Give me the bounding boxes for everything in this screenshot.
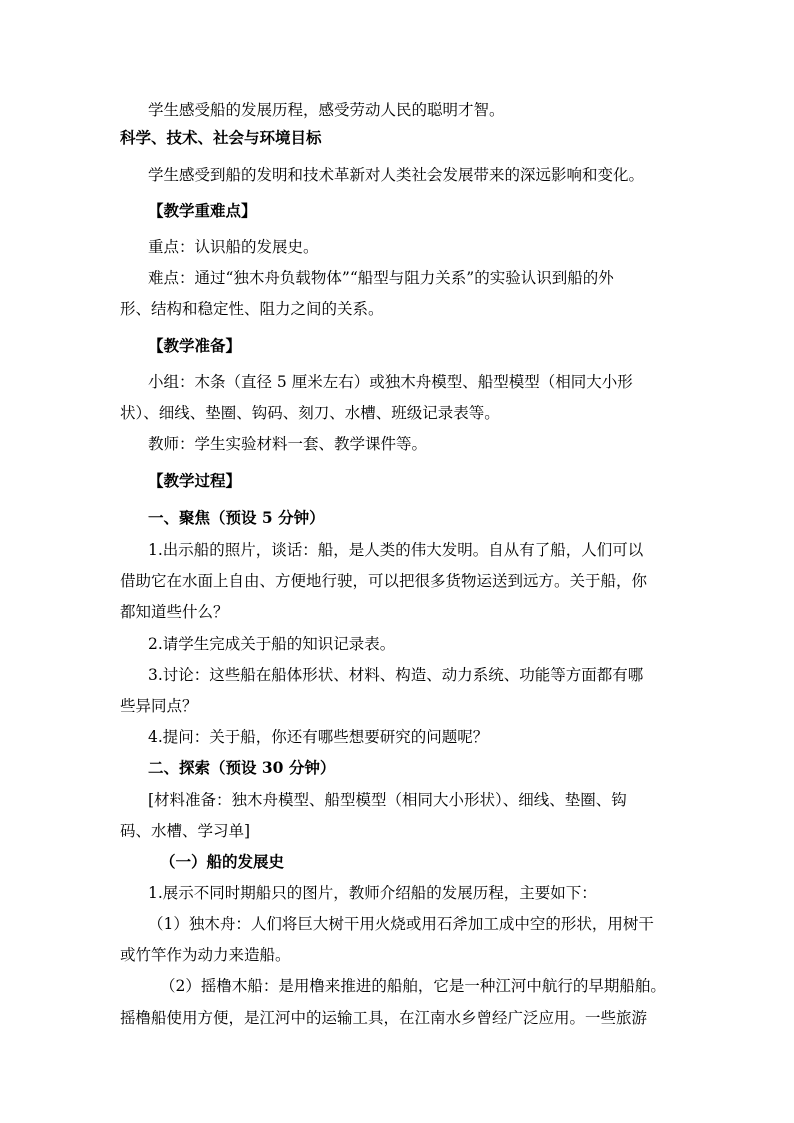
heading-key-points: 【教学重难点】 <box>148 201 257 220</box>
paragraph-explore-materials-line1: [材料准备：独木舟模型、船型模型（相同大小形状）、细线、垫圈、钩 <box>148 791 627 809</box>
heading-sts-goal: 科学、技术、社会与环境目标 <box>120 128 322 147</box>
paragraph-step2: 2.请学生完成关于船的知识记录表。 <box>148 635 396 653</box>
paragraph-step1-line3: 都知道些什么？ <box>120 603 229 621</box>
paragraph-sts-goal: 学生感受到船的发明和技术革新对人类社会发展带来的深远影响和变化。 <box>148 166 645 184</box>
paragraph-history-step1: 1.展示不同时期船只的图片，教师介绍船的发展历程，主要如下： <box>148 884 597 902</box>
paragraph-scull-boat-line1: （2）摇橹木船：是用橹来推进的船舶，它是一种江河中航行的早期船舶。 <box>160 977 666 995</box>
paragraph-difficulty-line1: 难点：通过“独木舟负载物体”“船型与阻力关系”的实验认识到船的外 <box>148 269 614 287</box>
paragraph-step3-line2: 些异同点？ <box>120 697 198 715</box>
paragraph-canoe-line2: 或竹竿作为动力来造船。 <box>120 946 291 964</box>
heading-process: 【教学过程】 <box>148 471 242 490</box>
heading-preparation: 【教学准备】 <box>148 336 242 355</box>
paragraph-step1-line1: 1.出示船的照片，谈话：船，是人类的伟大发明。自从有了船，人们可以 <box>148 541 644 559</box>
paragraph-explore-materials-line2: 码、水槽、学习单] <box>120 822 251 840</box>
paragraph-key-point: 重点：认识船的发展史。 <box>148 238 319 256</box>
heading-ship-history: （一）船的发展史 <box>160 852 285 871</box>
paragraph-scull-boat-line2: 摇橹船使用方便，是江河中的运输工具，在江南水乡曾经广泛应用。一些旅游 <box>120 1009 648 1027</box>
paragraph-teacher-materials: 教师：学生实验材料一套、教学课件等。 <box>148 435 428 453</box>
paragraph-step4: 4.提问：关于船，你还有哪些想要研究的问题呢？ <box>148 728 489 746</box>
paragraph-group-materials-line2: 状）、细线、垫圈、钩码、刻刀、水槽、班级记录表等。 <box>120 404 500 422</box>
paragraph-group-materials-line1: 小组：木条（直径 5 厘米左右）或独木舟模型、船型模型（相同大小形 <box>148 373 633 391</box>
paragraph-difficulty-line2: 形、结构和稳定性、阻力之间的关系。 <box>120 300 384 318</box>
heading-focus: 一、聚焦（预设 5 分钟） <box>148 508 325 527</box>
heading-explore: 二、探索（预设 30 分钟） <box>148 758 336 777</box>
paragraph-canoe-line1: （1）独木舟：人们将巨大树干用火烧或用石斧加工成中空的形状，用树干 <box>148 915 654 933</box>
paragraph-goal-history: 学生感受船的发展历程，感受劳动人民的聪明才智。 <box>148 101 505 119</box>
paragraph-step3-line1: 3.讨论：这些船在船体形状、材料、构造、动力系统、功能等方面都有哪 <box>148 666 644 684</box>
paragraph-step1-line2: 借助它在水面上自由、方便地行驶，可以把很多货物运送到远方。关于船，你 <box>120 572 648 590</box>
